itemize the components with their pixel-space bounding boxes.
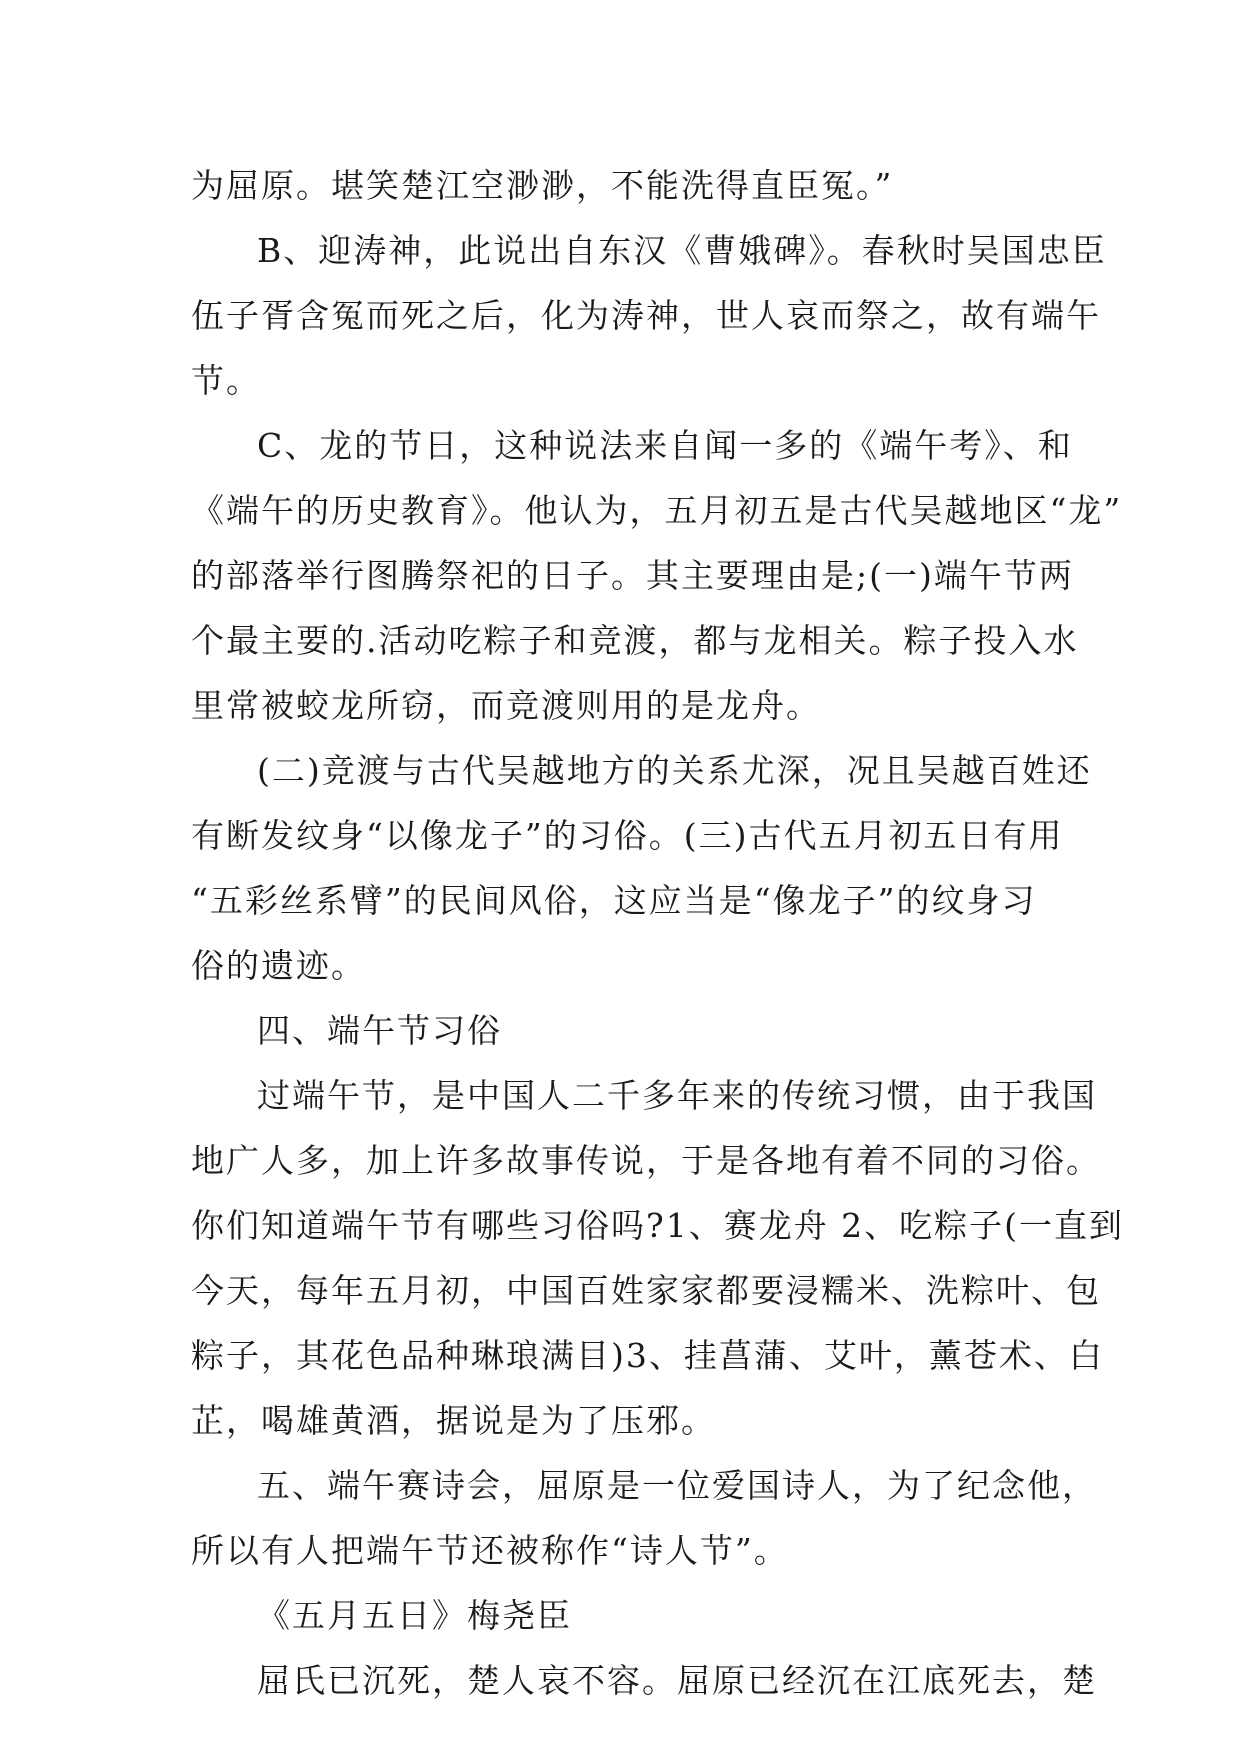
text-line-6: 《端午的历史教育》。他认为，五月初五是古代吴越地区“龙”: [191, 491, 1123, 530]
paragraph-customs-start: 过端午节，是中国人二千多年来的传统习惯，由于我国: [257, 1076, 1097, 1115]
text-line-20: 芷，喝雄黄酒，据说是为了压邪。: [191, 1401, 716, 1440]
text-line-3: 伍子胥含冤而死之后，化为涛神，世人哀而祭之，故有端午: [191, 296, 1101, 335]
text-line-11: 有断发纹身“以像龙子”的习俗。(三)古代五月初五日有用: [191, 816, 1064, 855]
text-line-4: 节。: [191, 361, 261, 400]
paragraph-poetry-start: 五、端午赛诗会，屈原是一位爱国诗人，为了纪念他，: [257, 1466, 1097, 1505]
text-line-1: 为屈原。堪笑楚江空渺渺，不能洗得直臣冤。”: [191, 166, 894, 205]
paragraph-c-start: C、龙的节日，这种说法来自闻一多的《端午考》、和: [257, 426, 1073, 465]
section-heading-customs: 四、端午节习俗: [257, 1011, 502, 1050]
text-line-12: “五彩丝系臂”的民间风俗，这应当是“像龙子”的纹身习: [191, 881, 1037, 920]
paragraph-b-start: B、迎涛神，此说出自东汉《曹娥碑》。春秋时吴国忠臣: [257, 231, 1107, 270]
text-line-13: 俗的遗迹。: [191, 946, 366, 985]
text-line-7: 的部落举行图腾祭祀的日子。其主要理由是;(一)端午节两: [191, 556, 1074, 595]
text-line-8: 个最主要的.活动吃粽子和竞渡，都与龙相关。粽子投入水: [191, 621, 1079, 660]
text-line-19: 粽子，其花色品种琳琅满目)3、挂菖蒲、艾叶，薰苍术、白: [191, 1336, 1104, 1375]
text-line-16: 地广人多，加上许多故事传说，于是各地有着不同的习俗。: [191, 1141, 1101, 1180]
text-line-17: 你们知道端午节有哪些习俗吗?1、赛龙舟 2、吃粽子(一直到: [191, 1206, 1125, 1245]
text-line-9: 里常被蛟龙所窃，而竞渡则用的是龙舟。: [191, 686, 821, 725]
paragraph-reason-two-start: (二)竞渡与古代吴越地方的关系尤深，况且吴越百姓还: [257, 751, 1092, 790]
document-body: [191, 153, 1125, 1713]
poem-title: 《五月五日》梅尧臣: [257, 1596, 572, 1635]
text-line-18: 今天，每年五月初，中国百姓家家都要浸糯米、洗粽叶、包: [191, 1271, 1101, 1310]
poem-line-1: 屈氏已沉死，楚人哀不容。屈原已经沉在江底死去，楚: [257, 1661, 1097, 1700]
text-line-22: 所以有人把端午节还被称作“诗人节”。: [191, 1531, 789, 1570]
